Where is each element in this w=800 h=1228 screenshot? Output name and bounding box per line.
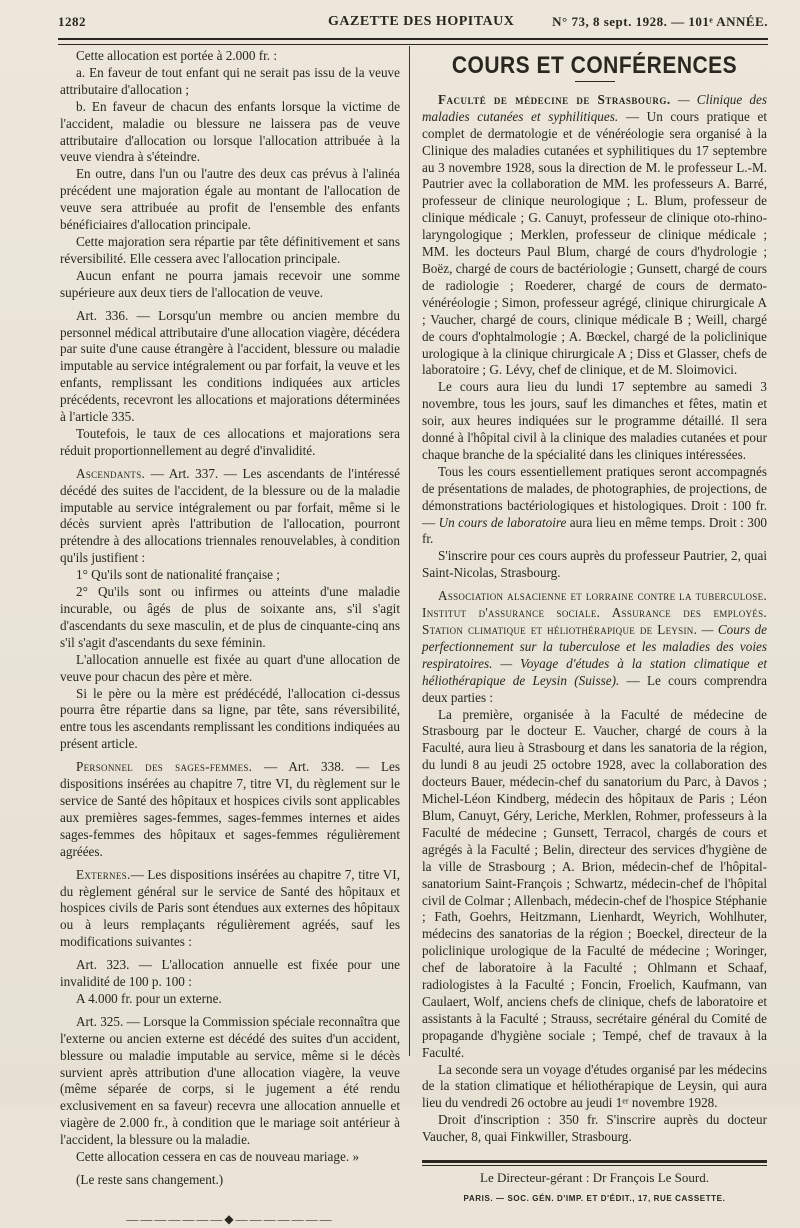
paragraph: Droit d'inscription : 350 fr. S'inscrire auprès du docteur Vaucher, 8, quai Finkwiller, Strasbourg. bbox=[422, 1112, 767, 1145]
paragraph: b. En faveur de chacun des enfants lorsque la victime de l'accident, maladie ou blessure ne laissera pas de veuve attributaire d'allocation ou lorsque l'allocation attribuée à la veuve viendra à s'éteindre. bbox=[60, 98, 400, 165]
article-325: Art. 325. — Lorsque la Commission spéciale reconnaîtra que l'externe ou ancien externe est décédé des suites d'un accident, blessure ou maladie imputable au service, même si le décès survient après attribution d'une allocation viagère, la veuve (même séparée de corps, si le jugement a été rendu exclusivement en sa faveur) recevra une allocation annuelle et viagère de 2.000 fr., à condition que le mariage soit antérieur à l'accident, la blessure ou la maladie. bbox=[60, 1013, 400, 1148]
header-rule bbox=[58, 38, 768, 45]
paragraph: 1° Qu'ils sont de nationalité française ; bbox=[76, 567, 280, 583]
paragraph: Aucun enfant ne pourra jamais recevoir une somme supérieure aux deux tiers de l'allocation de veuve. bbox=[60, 267, 400, 300]
strasbourg-course: Faculté de médecine de Strasbourg. — Clinique des maladies cutanées et syphilitiques. — Un cours pratique et complet de dermatologie et de vénéréologie sera organisé à la Clinique des maladies cutanées et syphilitiques du 17 septembre au 3 novembre 1928, sous la direction de M. le professeur L.-M. Pautrier avec la collaboration de MM. les professeurs A. Barré, professeur de clinique neurologique ; L. Blum, professeur de clinique médicale ; G. Canuyt, professeur de clinique oto-rhino-laryngologique ; Merklen, professeur de clinique médicale ; MM. les docteurs Paul Blum, chargé de cours d'hydrologie ; Boëz, chargé de cours de bactériologie ; Gunsett, chargé de cours de radiologie ; Roederer, chargé de cours de dermato-vénéréologie ; Simon, professeur agrégé, clinique chirurgicale A ; Vaucher, chargé de cours, clinique médicale B ; Weill, chargé de cours d'ophtalmologie ; A. Bœckel, chargé de la policlinique urologique à la clinique chirurgicale A ; Diss et Glasser, chefs de laboratoire ; G. Lévy, chef de clinique, et de M. Sloimovici. bbox=[422, 91, 768, 378]
section-head: Ascendants. bbox=[76, 465, 146, 481]
paragraph: L'allocation annuelle est fixée au quart d'une allocation de veuve pour chacun des père et mère. bbox=[60, 651, 400, 684]
journal-title: GAZETTE DES HOPITAUX bbox=[328, 14, 515, 29]
ascendants-section: Ascendants. — Art. 337. — Les ascendants de l'intéressé décédé des suites de l'accident, de la blessure ou de la maladie imputable au service intégralement ou par forfait, même si le décès survient après l'attribution de l'allocation, pourront prétendre à des allocations triennales renouvelables, à condition qu'ils justifient : bbox=[60, 465, 400, 566]
paragraph: 2° Qu'ils sont ou infirmes ou atteints d'une maladie incurable, ou âgés de plus de soixante ans, s'il s'agit d'ascendants du sexe masculin, et de plus de cinquante-cinq ans s'il s'agit d'ascendants du sexe féminin. bbox=[60, 584, 400, 650]
paragraph: Tous les cours essentiellement pratiques seront accompagnés de présentations de malades, de photographies, de projections, de démonstrations bactériologiques et histologiques. Droit : 100 fr. — Un cours de laboratoire aura lieu en même temps. Droit : 300 fr. bbox=[422, 463, 768, 547]
director-line: Le Directeur-gérant : Dr François Le Sourd. bbox=[480, 1170, 709, 1186]
issue-info: N° 73, 8 sept. 1928. — 101ᵉ ANNÉE. bbox=[552, 14, 768, 29]
paragraph: Cette allocation est portée à 2.000 fr. : bbox=[76, 48, 278, 63]
article-336: Art. 336. — Lorsqu'un membre ou ancien membre du personnel médical attributaire d'une allocation viagère, décédera par suite d'une cause étrangère à l'accident, blessure ou maladie imputable au service intégralement ou par forfait, la veuve et les enfants, remplissant les conditions indiquées aux articles précédents, recevront les allocations et majorations déterminées à l'article 335. bbox=[60, 307, 400, 425]
paragraph: A 4.000 fr. pour un externe. bbox=[76, 990, 222, 1006]
footer-rule-thin bbox=[422, 1165, 767, 1166]
ornament-divider: ———————◆——————— bbox=[126, 1211, 334, 1226]
section-head: Faculté de médecine de Strasbourg. bbox=[438, 91, 671, 107]
leysin-course: Association alsacienne et lorraine contre la tuberculose. Institut d'assurance sociale. Assurance des employés. Station climatique et héliothérapique de Leysin. — Cours de perfectionnement sur la tuberculose et les maladies des voies respiratoires. — Voyage d'études à la station climatique et héliothérapique de Leysin (Suisse). — Le cours comprendra deux parties : bbox=[422, 588, 767, 705]
paragraph: (Le reste sans changement.) bbox=[76, 1172, 224, 1187]
paragraph: En outre, dans l'un ou l'autre des deux cas prévus à l'alinéa précédent une majoration égale au montant de l'allocation de veuve sera attribuée au profit de l'ensemble des enfants bénéficiaires d'allocation principale. bbox=[60, 166, 400, 233]
paragraph: a. En faveur de tout enfant qui ne serait pas issu de la veuve attributaire d'allocation ; bbox=[60, 64, 400, 97]
section-title: COURS ET CONFÉRENCES bbox=[451, 52, 738, 79]
section-head: Externes. bbox=[76, 866, 131, 882]
paragraph: Cette majoration sera répartie par tête définitivement et sans réversibilité. Elle cessera avec l'allocation principale. bbox=[60, 233, 400, 266]
section-head: Association alsacienne et lorraine contre la tuberculose. Institut d'assurance sociale. Assurance des employés. Station climatique et héliothérapique de Leysin. bbox=[422, 588, 767, 637]
title-rule bbox=[575, 81, 615, 82]
paragraph: La première, organisée à la Faculté de médecine de Strasbourg par le docteur E. Vaucher, chargé de cours à la Faculté, aura lieu à Strasbourg et dans les sanatoria de la région, du lundi 8 au jeudi 25 octobre 1928, avec la collaboration des docteurs Bauer, médecin-chef du sanatorium du Parc, à Davos ; Michel-Léon Kindberg, médecin des hôpitaux de Paris ; Léon Blum, Canuyt, Géry, Leriche, Merklen, Rohmer, professeurs à la Faculté de médecine ; Gunsett, Terracol, chargés de cours et agrégés à la Faculté ; Belin, directeur des services d'hygiène de la ville de Strasbourg ; A. Brion, médecin-chef de l'hôpital-sanatorium Saint-François ; Schwartz, médecin-chef de l'hôpital civil de Colmar ; Allenbach, médecin-chef de l'hospice Stéphanie ; Fath, Goehrs, Heitzmann, Lienhardt, Weyrich, Wohlhuter, médecins des sanatorias de la région ; Boeckel, directeur de la policlinique urologique de la Faculté de médecine ; Woringer, chef de laboratoire à la Faculté ; Ohlmann et Schaaf, radiologistes à la Faculté ; Foncin, Froelich, Kaufmann, van Caulaert, Wolf, anciens chefs de clinique, chefs de laboratoire et assistants à la Faculté ; Strauss, secrétaire général du Comité de propagande d'hygiène sociale ; Tempé, chef de travaux à la Faculté. bbox=[422, 706, 767, 1060]
paragraph: Cette allocation cessera en cas de nouveau mariage. » bbox=[76, 1149, 360, 1165]
sages-femmes-section: Personnel des sages-femmes. — Art. 338. — Les dispositions insérées au chapitre 7, titre VI, du règlement sur le service de Santé des hôpitaux et hospices civils sont applicables aux premières sages-femmes, sages-femmes internes et aides sages-femmes des hôpitaux et sages-femmes régulièrement agréées. bbox=[60, 759, 400, 859]
paragraph: La seconde sera un voyage d'études organisé par les médecins de la station climatique et héliothérapique de Leysin, qui aura lieu du vendredi 26 octobre au jeudi 1ᵉʳ novembre 1928. bbox=[422, 1061, 767, 1111]
column-divider bbox=[409, 46, 410, 1056]
left-column bbox=[60, 48, 400, 1228]
printer-line: PARIS. — SOC. GÉN. D'IMP. ET D'ÉDIT., 17, RUE CASSETTE. bbox=[463, 1194, 726, 1203]
paragraph: S'inscrire pour ces cours auprès du professeur Pautrier, 2, quai Saint-Nicolas, Strasbourg. bbox=[422, 548, 767, 581]
paragraph: Toutefois, le taux de ces allocations et majorations sera réduit proportionnellement au degré d'invalidité. bbox=[60, 425, 400, 458]
paragraph: Si le père ou la mère est prédécédé, l'allocation ci-dessus pourra être répartie dans sa ligne, par tête, sans réversibilité, entre tous les ascendants remplissant les conditions indiquées au présent article. bbox=[60, 685, 400, 752]
externes-section: Externes.— Les dispositions insérées au chapitre 7, titre VI, du règlement général sur le service de Santé des hôpitaux et hospices civils de Paris sont étendues aux externes des hôpitaux ou à leurs remplaçants régulièrement agréés, sauf les modifications suivantes : bbox=[60, 866, 400, 950]
paragraph: Le cours aura lieu du lundi 17 septembre au samedi 3 novembre, tous les jours, sauf les dimanches et fêtes, matin et soir, aux heures indiquées sur le programme détaillé. Il sera donné à l'hôpital civil à la clinique des maladies cutanées et pour chaque branche de la spécialité dans les cliniques intéressées. bbox=[422, 379, 767, 462]
footer-rule bbox=[422, 1160, 767, 1163]
article-323: Art. 323. — L'allocation annuelle est fixée pour une invalidité de 100 p. 100 : bbox=[60, 957, 400, 990]
running-head bbox=[58, 12, 768, 34]
section-head: Personnel des sages-femmes. bbox=[76, 759, 253, 775]
right-column bbox=[422, 48, 767, 1208]
page-number: 1282 bbox=[58, 14, 86, 29]
